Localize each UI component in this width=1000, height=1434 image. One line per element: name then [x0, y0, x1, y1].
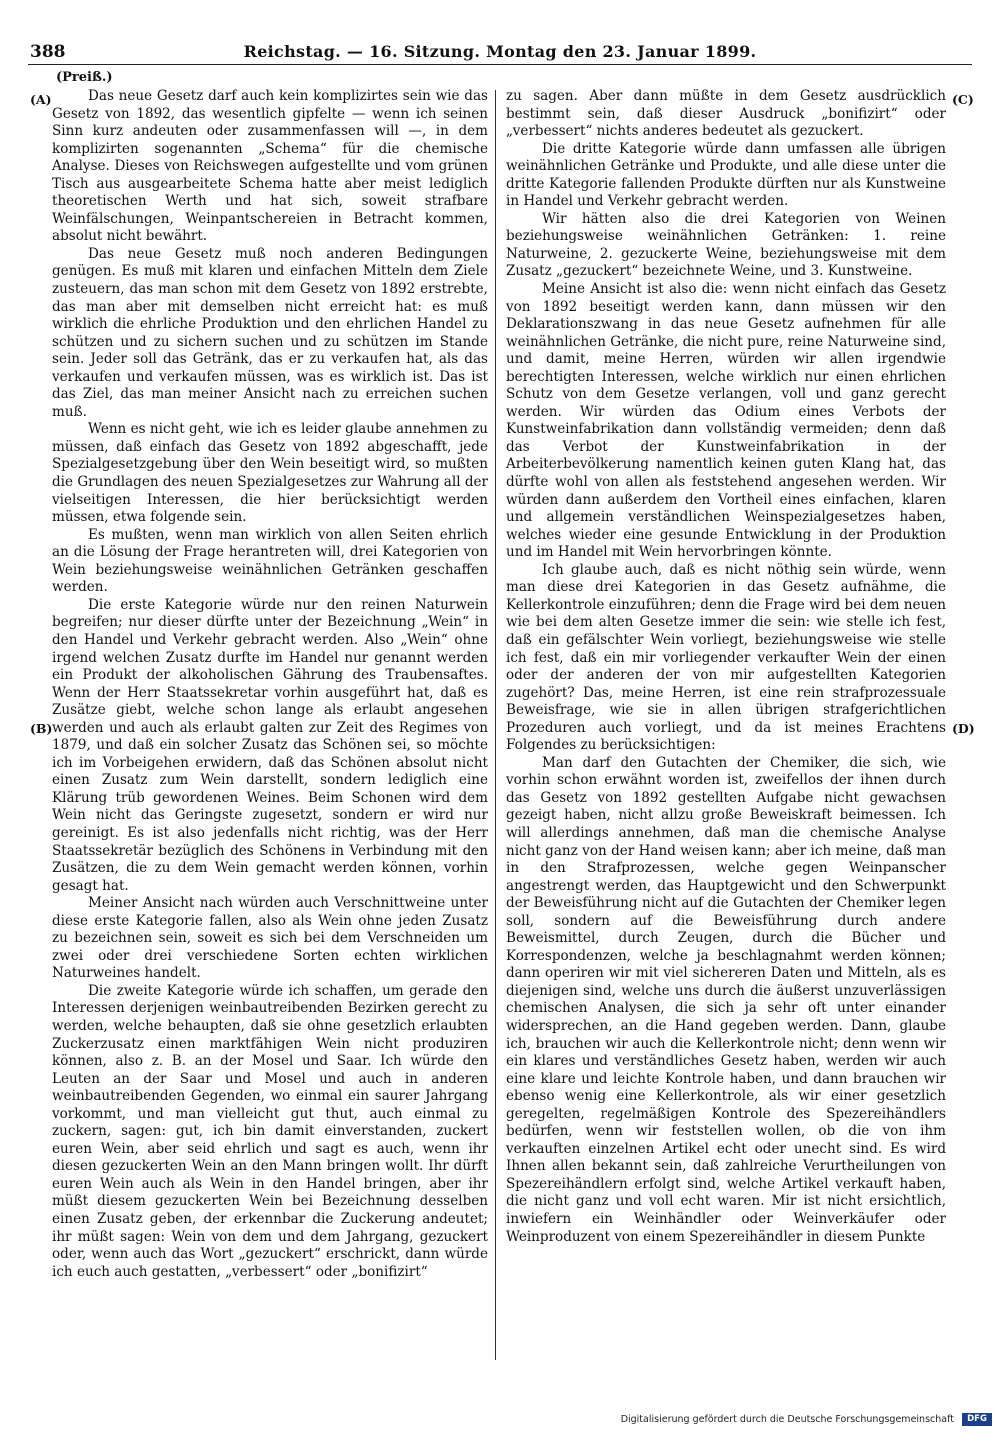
paragraph: Wenn es nicht geht, wie ich es leider glaube annehmen zu müssen, daß einfach das Gesetz von 1892 abgeschafft, jede Spezialgesetzgebung über den Wein beseitigt wird, so mußten die Grundlagen des neuen Spezialgesetzes zur Wahrung all der vielseitigen Interessen, die hier berücksichtigt werden müssen, etwa folgende sein.: [52, 421, 489, 526]
speaker-name: (Preiß.): [56, 70, 113, 85]
header-rule: [28, 64, 972, 65]
digitization-credit: Digitalisierung gefördert durch die Deutsche Forschungsgemeinschaft: [620, 1414, 954, 1425]
paragraph: Meine Ansicht ist also die: wenn nicht einfach das Gesetz von 1892 beseitigt werden kann, dann müssen wir den Deklarationszwang in das neue Gesetz aufnehmen für alle weinähnlichen Getränke, die nicht pure, reine Naturweine sind, und damit, meine Herren, würden wir allen irgendwie berechtigten Interessen, welche wirklich nur einen ehrlichen Schutz von dem Gesetze verlangen, voll und ganz gerecht werden. Wir würden das Odium eines Verbots der Kunstweinfabrikation dann vollständig vermeiden; denn daß das Verbot der Kunstweinfabrikation in der Arbeiterbevölkerung namentlich keinen guten Klang hat, das dürfte wohl von allen als feststehend angesehen werden. Wir würden dann außerdem den Vortheil eines einfachen, klaren und allgemein verständlichen Weinspezialgesetzes haben, welches wieder eine gesunde Entwicklung in der Produktion und im Handel mit Wein hervorbringen könnte.: [506, 281, 946, 561]
paragraph: Das neue Gesetz muß noch anderen Bedingungen genügen. Es muß mit klaren und einfachen Mitteln dem Ziele zusteuern, das man schon mit dem Gesetz von 1892 erstrebte, das man aber mit demselben nicht erreicht hat: es muß wirklich die ehrliche Produktion und den ehrlichen Handel zu schützen und zu sichern suchen und zu schützen im Stande sein. Jeder soll das Getränk, das er zu verkaufen hat, als das verkaufen und verkaufen müssen, was es wirklich ist. Das ist das Ziel, das man meiner Ansicht nach zu erreichen suchen muß.: [52, 245, 488, 420]
paragraph: Es mußten, wenn man wirklich von allen Seiten ehrlich an die Lösung der Frage herantreten will, drei Kategorien von Wein beziehungsweise weinähnlichen Getränken geschaffen werden.: [52, 526, 488, 596]
paragraph: Die dritte Kategorie würde dann umfassen alle übrigen weinähnlichen Getränke und Produkte, und alle diese unter die dritte Kategorie fallenden Produkte dürften nur als Kunstweine in Handel und Verkehr gebracht werden.: [506, 140, 946, 210]
page-number: 388: [30, 42, 66, 62]
paragraph: Ich glaube auch, daß es nicht nöthig sein würde, wenn man diese drei Kategorien in das Gesetz aufnähme, die Kellerkontrole einzuführen; denn die Frage wird bei dem neuen wie bei dem alten Gesetze immer die sein: wie stelle ich fest, daß ein gefälschter Wein vorliegt, beziehungsweise wie stelle ich fest, daß ein mir vorliegender verkaufter Wein der einen oder der anderen der von mir aufgestellten Kategorien zugehört? Das, meine Herren, ist eine rein strafprozessuale Beweisfrage, wie sie in allen übrigen strafgerichtlichen Prozeduren auch vorliegt, und da ist meines Erachtens Folgendes zu berücksichtigen:: [506, 561, 946, 754]
column-divider: [495, 90, 496, 1360]
page-title: Reichstag. — 16. Sitzung. Montag den 23. Januar 1899.: [243, 42, 757, 61]
paragraph: Meiner Ansicht nach würden auch Verschnittweine unter diese erste Kategorie fallen, also als Wein ohne jeden Zusatz zu bezeichnen sein, soweit es sich bei dem Verschneiden um zwei oder drei verschiedene Sorten echten wirklichen Naturweines handelt.: [52, 895, 488, 982]
right-column: [506, 88, 946, 1246]
running-header: [28, 40, 972, 66]
paragraph: Die erste Kategorie würde nur den reinen Naturwein begreifen; nur dieser dürfte unter der Bezeichnung „Wein“ in den Handel und Verkehr gebracht werden. Also „Wein“ ohne irgend welchen Zusatz durfte im Handel nur genannt werden ein Produkt der alkoholischen Gährung des Traubensaftes. Wenn der Herr Staatssekretar vorhin ausgeführt hat, daß es Zusätze giebt, welche schon lange als erlaubt angesehen werden und auch als erlaubt galten zur Zeit des Regimes von 1879, und daß ein solcher Zusatz das Schönen sei, so möchte ich im Vorbeigehen erwidern, daß das Schönen absolut nicht einen Zusatz zum Wein darstellt, sondern lediglich eine Klärung trüb gewordenen Weines. Beim Schonen wird dem Wein nicht das Geringste zugesetzt, sondern er wird nur gereinigt. Es ist also jedenfalls nicht richtig, was der Herr Staatssekretär bezüglich des Schönens in Verbindung mit den Zusätzen, die zu dem Wein gemacht werden können, vorhin gesagt hat.: [52, 596, 488, 894]
margin-marker-b: (B): [30, 721, 53, 736]
margin-marker-d: (D): [952, 721, 975, 736]
paragraph: Das neue Gesetz darf auch kein komplizirtes sein wie das Gesetz von 1892, das wesentlich gipfelte — wenn ich seinen Sinn kurz andeuten oder zusammenfassen will —, in dem komplizirten sogenannten „Schema“ für die chemische Analyse. Dieses von Reichswegen aufgestellte und vom grünen Tisch aus ausgearbeitete Schema hatte aber meist lediglich theoretischen Werth und hat sich, soweit strafbare Weinfälschungen, Weinpantschereien in Betracht kommen, absolut nicht bewährt.: [52, 88, 488, 245]
margin-marker-a: (A): [30, 92, 52, 107]
left-column: [52, 88, 488, 1281]
paragraph: Man darf den Gutachten der Chemiker, die sich, wie vorhin schon erwähnt worden ist, zweifellos der ihnen durch das Gesetz von 1892 gestellten Aufgabe nicht gewachsen gezeigt haben, nicht allzu große Beweiskraft beimessen. Ich will allerdings annehmen, daß man die chemische Analyse nicht ganz von der Hand weisen kann; aber ich meine, daß man in den Strafprozessen, welche gegen Weinpanscher angestrengt werden, das Hauptgewicht und den Schwerpunkt der Beweisführung nicht auf die Gutachten der Chemiker legen soll, sondern auf die Beweisführung durch andere Beweismittel, durch Zeugen, durch die Bücher und Korrespondenzen, welche ja beschlagnahmt werden können; dann operiren wir mit viel sichereren Daten und Mitteln, als es diejenigen sind, welche uns durch die äußerst unzuverlässigen chemischen Analysen, die sich ja sehr oft unter einander widersprechen, an die Hand gegeben werden. Dann, glaube ich, brauchen wir auch die Kellerkontrole nicht; denn wenn wir ein klares und verständliches Gesetz haben, werden wir auch eine klare und leichte Kontrole haben, und dann brauchen wir ebenso wenig eine Kellerkontrole, als wir einer gesetzlich geregelten, regelmäßigen Kontrole des Spezereihändlers bedürfen, wenn wir feststellen wollen, ob die von ihm verkauften einzelnen Artikel echt oder unecht sind. Es wird Ihnen allen bekannt sein, daß zahlreiche Verurtheilungen von Spezereihändlern erfolgt sind, welche Artikel verkauft haben, die nicht ganz und voll echt waren. Mir ist nicht ersichtlich, inwiefern ein Weinhändler oder Weinverkäufer oder Weinproduzent von einem Spezereihändler in diesem Punkte: [506, 754, 946, 1245]
paragraph: Die zweite Kategorie würde ich schaffen, um gerade den Interessen derjenigen weinbautreibenden Bezirken gerecht zu werden, welche behaupten, daß sie ohne gesetzlich erlaubten Zuckerzusatz einen marktfähigen Wein nicht produziren können, also z. B. an der Mosel und Saar. Ich würde den Leuten an der Saar und Mosel und auch in anderen weinbautreibenden Gegenden, wo einmal ein saurer Jahrgang vorkommt, und man vielleicht gut thut, auch einmal zu zuckern, sagen: gut, ich bin damit einverstanden, zuckert euren Wein, aber seid ehrlich und sagt es auch, wenn ihr diesen gezuckerten Wein an den Mann bringen wollt. Ihr dürft euren Wein auch als Wein in den Handel bringen, aber ihr müßt diesem gezuckerten Wein bei Bezeichnung desselben einen Zusatz geben, der erkennbar die Zuckerung andeutet; ihr müßt sagen: Wein von dem und dem Jahrgang, gezuckert oder, wenn auch das Wort „gezuckert“ erschrickt, dann würde ich euch auch gestatten, „verbessert“ oder „bonifizirt“: [52, 982, 488, 1280]
paragraph: Wir hätten also die drei Kategorien von Weinen beziehungsweise weinähnlichen Getränken: 1. reine Naturweine, 2. gezuckerte Weine, beziehungsweise mit dem Zusatz „gezuckert“ bezeichnete Weine, und 3. Kunstweine.: [506, 210, 946, 280]
dfg-logo: DFG: [962, 1413, 992, 1426]
margin-marker-c: (C): [952, 92, 974, 107]
paragraph: zu sagen. Aber dann müßte in dem Gesetz ausdrücklich bestimmt sein, daß dieser Ausdruck „bonifizirt“ oder „verbessert“ nichts anderes bedeutet als gezuckert.: [506, 88, 946, 140]
